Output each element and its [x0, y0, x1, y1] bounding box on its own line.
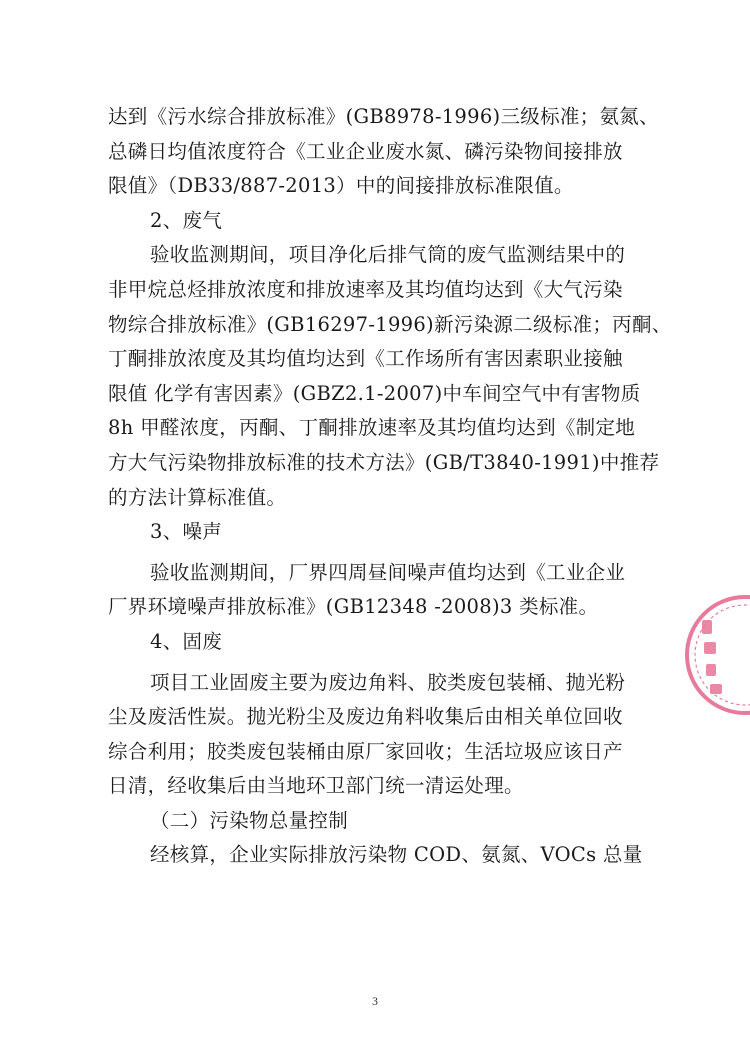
section-heading-noise: 3、噪声 [150, 520, 223, 544]
text-line: 的方法计算标准值。 [108, 485, 287, 509]
text-line: 尘及废活性炭。抛光粉尘及废边角料收集后由相关单位回收 [108, 705, 623, 729]
text-line: 限值》（DB33/887-2013）中的间接排放标准限值。 [108, 174, 574, 198]
section-heading-solid-waste: 4、固废 [150, 629, 223, 653]
text-line: 验收监测期间，项目净化后排气筒的废气监测结果中的 [150, 243, 626, 267]
page-number: 3 [372, 994, 378, 1008]
text-line: 验收监测期间，厂界四周昼间噪声值均达到《工业企业 [150, 560, 626, 584]
text-line: 总磷日均值浓度符合《工业企业废水氮、磷污染物间接排放 [108, 139, 623, 163]
text-line: 非甲烷总烃排放浓度和排放速率及其均值均达到《大气污染 [108, 277, 623, 301]
section-heading-total-control: （二）污染物总量控制 [150, 808, 349, 832]
text-line: 厂界环境噪声排放标准》(GB12348 -2008)3 类标准。 [108, 595, 599, 619]
text-line: 方大气污染物排放标准的技术方法》(GB/T3840-1991)中推荐 [108, 450, 660, 474]
body-text [108, 100, 672, 873]
text-line: 达到《污水综合排放标准》(GB8978-1996)三级标准；氨氮、 [108, 105, 659, 128]
text-line: 限值 化学有害因素》(GBZ2.1-2007)中车间空气中有害物质 [108, 381, 641, 405]
text-line: 综合利用；胶类废包装桶由原厂家回收；生活垃圾应该日产 [108, 739, 623, 763]
section-heading-waste-gas: 2、废气 [150, 208, 223, 232]
text-line: 日清，经收集后由当地环卫部门统一清运处理。 [108, 774, 524, 798]
text-line: 丁酮排放浓度及其均值均达到《工作场所有害因素职业接触 [108, 347, 623, 371]
red-seal-stamp-icon [680, 590, 750, 720]
text-line: 项目工业固废主要为废边角料、胶类废包装桶、抛光粉 [150, 670, 626, 694]
text-line: 经核算，企业实际排放污染物 COD、氨氮、VOCs 总量 [150, 843, 643, 867]
text-line: 物综合排放标准》(GB16297-1996)新污染源二级标准；丙酮、 [108, 312, 672, 336]
text-line: 8h 甲醛浓度，丙酮、丁酮排放速率及其均值均达到《制定地 [108, 416, 636, 440]
